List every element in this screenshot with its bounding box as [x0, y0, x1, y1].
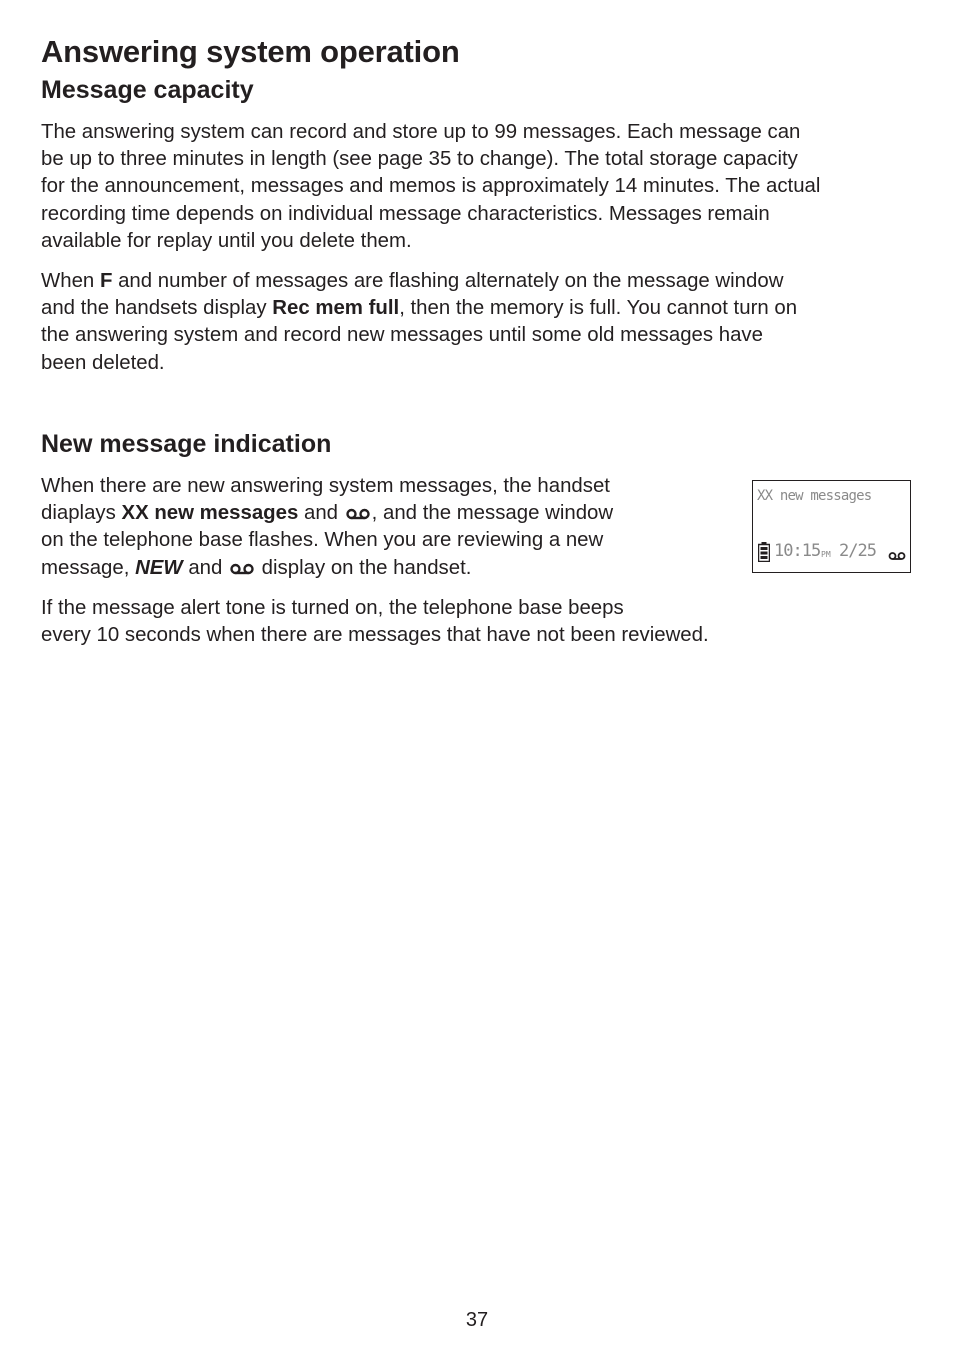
handset-display-time: 10:15	[774, 541, 821, 561]
text-line: The answering system can record and store up to 99 messages. Each message can	[41, 121, 801, 143]
text-segment: and	[298, 502, 344, 525]
voicemail-icon	[888, 546, 906, 565]
text-line: available for replay until you delete them.	[41, 229, 412, 252]
text-segment: diaplays	[41, 502, 122, 525]
handset-display-status-row	[757, 541, 907, 563]
text-line: been deleted.	[41, 351, 165, 374]
text-segment: display on the handset.	[256, 556, 472, 579]
new-indicator-text: NEW	[135, 556, 183, 579]
text-line	[41, 555, 613, 582]
page-number: 37	[465, 1309, 489, 1331]
xx-new-messages-text: XX new messages	[121, 502, 299, 525]
memory-full-paragraph	[41, 268, 797, 377]
text-line: If the message alert tone is turned on, the telephone base beeps	[41, 597, 624, 619]
text-line	[41, 500, 613, 527]
handset-display	[752, 480, 911, 573]
alert-tone-paragraph	[41, 595, 709, 649]
section-heading-message-capacity: Message capacity	[41, 76, 254, 104]
text-line: the answering system and record new messages until some old messages have	[41, 324, 763, 347]
voicemail-icon	[345, 501, 371, 513]
text-segment: , then the memory is full. You cannot turn on	[399, 297, 798, 320]
text-segment: When	[41, 270, 100, 292]
text-line: on the telephone base flashes. When you are reviewing a new	[41, 529, 604, 552]
new-message-paragraph	[41, 473, 613, 582]
text-line: recording time depends on individual message characteristics. Messages remain	[41, 202, 770, 225]
rec-mem-full-text: Rec mem full	[272, 297, 400, 320]
text-segment: and number of messages are flashing alternately on the message window	[112, 270, 784, 292]
handset-display-date: 2/25	[839, 541, 876, 561]
voicemail-icon	[229, 556, 255, 568]
message-capacity-paragraph	[41, 119, 820, 255]
handset-display-message: XX new messages	[757, 488, 872, 504]
text-line	[41, 295, 797, 322]
text-segment: message,	[41, 556, 136, 579]
text-line	[41, 268, 797, 295]
f-indicator-text: F	[99, 270, 113, 292]
battery-icon	[758, 542, 770, 566]
handset-display-ampm: PM	[821, 550, 831, 559]
text-segment: and the handsets display	[41, 297, 273, 320]
text-line: for the announcement, messages and memos is approximately 14 minutes. The actual	[41, 175, 821, 198]
page-title: Answering system operation	[41, 34, 460, 69]
section-heading-new-message-indication: New message indication	[41, 430, 332, 458]
text-line: be up to three minutes in length (see page 35 to change). The total storage capacity	[41, 148, 798, 171]
text-segment: , and the message window	[371, 502, 614, 525]
text-line: When there are new answering system messages, the handset	[41, 475, 610, 497]
text-line: every 10 seconds when there are messages that have not been reviewed.	[41, 624, 709, 647]
text-segment: and	[182, 556, 229, 579]
